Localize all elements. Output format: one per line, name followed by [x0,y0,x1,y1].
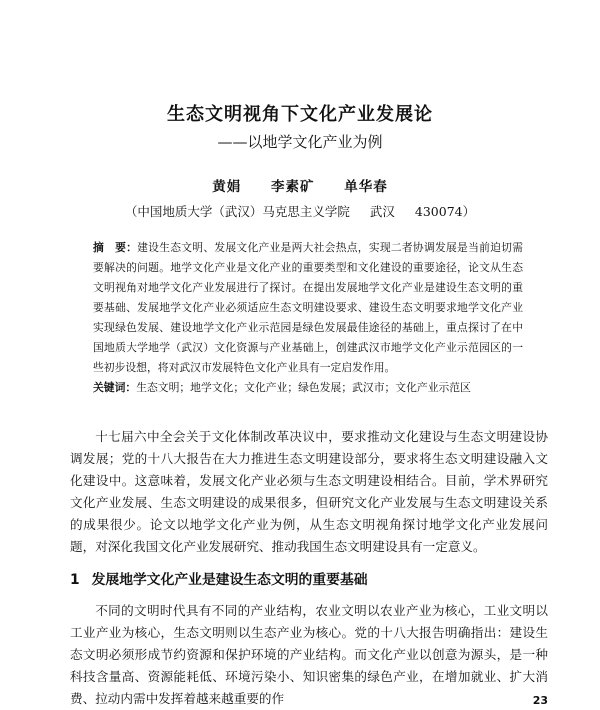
abstract [93,238,523,378]
abstract-label: 摘 要： [93,241,138,254]
keywords-label: 关键词： [93,381,137,394]
author-name: 黄娟 [212,179,242,195]
section-heading [70,568,548,588]
author-list [0,175,600,195]
affiliation-city: 武汉 [369,204,395,219]
affiliation-zip: 430074） [414,204,476,219]
author-name: 李素矿 [271,179,315,195]
section-title: 发展地学文化产业是建设生态文明的重要基础 [91,572,368,588]
abstract-text: 建设生态文明、发展文化产业是两大社会热点，实现二者协调发展是当前迫切需要解决的问题。地学文化产业是文化产业的重要类型和文化建设的重要途径，论文从生态文明视角对地学文化产业发展进行了探讨。在提出发展地学文化产业是建设生态文明的重要基础、发展地学文化产业必须适应生态文明建设要求、建设生态文明要求地学文化产业实现绿色发展、建设地学文化产业示范园是绿色发展最佳途径的基础上，重点探讨了在中国地质大学地学（武汉）文化资源与产业基础上，创建武汉市地学文化产业示范园区的一些初步设想，将对武汉市发展特色文化产业具有一定启发作用。 [93,241,524,374]
body-paragraph: 不同的文明时代具有不同的产业结构，农业文明以农业产业为核心，工业文明以工业产业为核心，生态文明则以生态产业为核心。党的十八大报告明确指出：建设生态文明必须形成节约资源和保护环境的产业结构。而文化产业以创意为源头，是一种科技含量高、资源能耗低、环境污染小、知识密集的绿色产业，在增加就业、扩大消费、拉动内需中发挥着越来越重要的作 [70,603,548,706]
affiliation-org: （中国地质大学（武汉）马克思主义学院 [124,204,350,219]
page-number: 23 [532,694,548,707]
section-number: 1 [70,572,80,588]
author-name: 单华春 [344,179,388,195]
keywords [93,378,523,398]
paper-subtitle: ——以地学文化产业为例 [217,133,383,151]
affiliation [0,202,600,220]
paper-title: 生态文明视角下文化产业发展论 [167,104,433,125]
keywords-text: 生态文明；地学文化；文化产业；绿色发展；武汉市；文化产业示范区 [136,381,471,394]
intro-paragraph: 十七届六中全会关于文化体制改革决议中，要求推动文化建设与生态文明建设协调发展；党的十八大报告在大力推进生态文明建设部分，要求将生态文明建设融入文化建设中。这意味着，发展文化产业必须与生态文明建设相结合。目前，学术界研究文化产业发展、生态文明建设的成果很多，但研究文化产业发展与生态文明建设关系的成果很少。论文以地学文化产业为例，从生态文明视角探讨地学文化产业发展问题，对深化我国文化产业发展研究、推动我国生态文明建设具有一定意义。 [70,429,548,554]
